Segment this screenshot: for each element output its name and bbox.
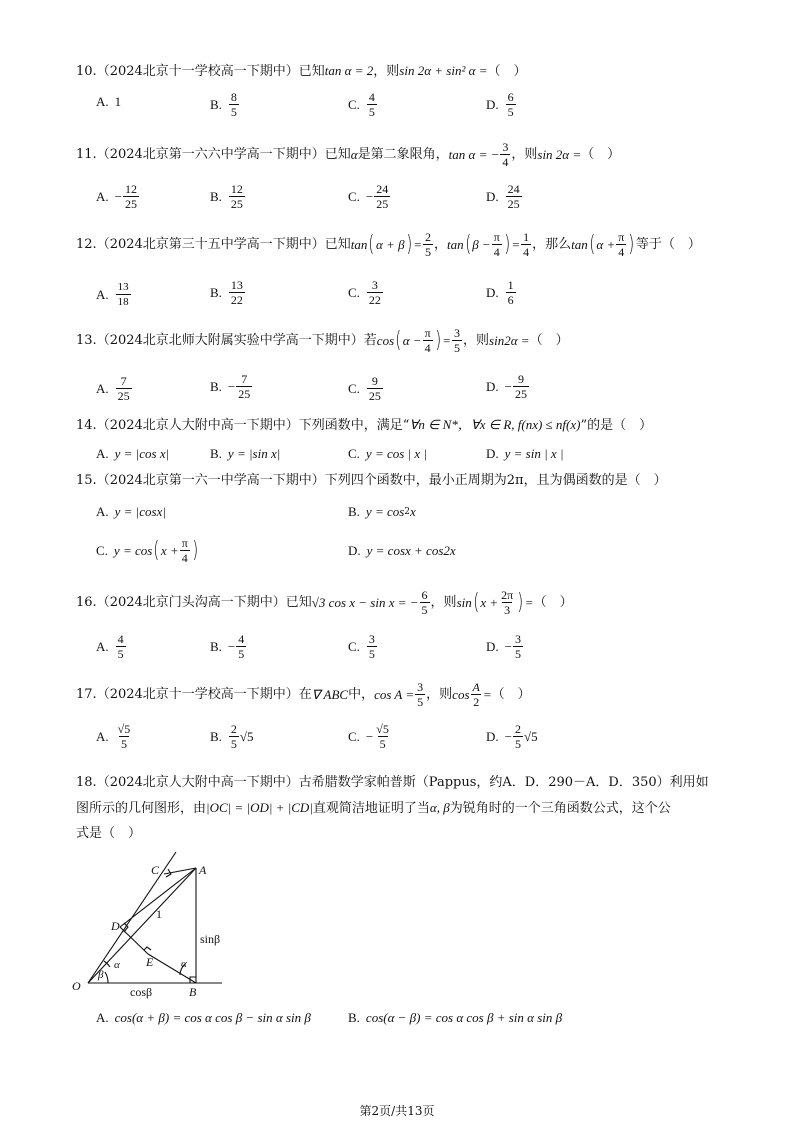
label-e: E	[146, 955, 154, 969]
q16-option-b: B. − $\frac{4}{5}$	[210, 632, 245, 661]
q14-option-b: B. y = |sin x|	[210, 446, 281, 461]
label-b: B	[189, 985, 197, 999]
q16-option-d: D. − $\frac{3}{5}$	[486, 632, 521, 661]
q14-option-d: D. y = sin | x |	[486, 446, 564, 461]
question-18-stem: 18.（2024北京人大附中高一下期中）古希腊数学家帕普斯（Pappus，约A．D．290－A．D．350）利用如 图所示的几何图形，由|OC| = |OD| + |CD|直观简洁地证明了当α, β为锐角时的一个三角函数公式，这个公 式是（ ）	[76, 775, 709, 841]
q11-option-b: B. $\frac{12}{25}$	[210, 182, 243, 211]
q12-option-b: B. $\frac{13}{22}$	[210, 278, 243, 307]
label-sinbeta: sinβ	[200, 932, 221, 946]
q14-option-c: C. y = cos | x |	[348, 446, 427, 461]
question-14-stem: 14.（2024北京人大附中高一下期中）下列函数中，满足“∀n ∈ N*，∀x ∈ R, f(nx) ≤ nf(x)”的是（ ）	[76, 417, 653, 433]
q13-option-b: B. − $\frac{7}{25}$	[210, 372, 251, 401]
q10-option-a: A. 1	[96, 94, 122, 109]
q17-option-b: B. $\frac{2}{5}$ √5	[210, 722, 254, 751]
label-a: A	[199, 863, 207, 877]
q17-option-a: A. $\frac{√5}{5}$	[96, 722, 131, 751]
q10-option-c: C. $\frac{4}{5}$	[348, 90, 375, 119]
segment-oa	[88, 868, 196, 983]
question-17-stem: 17. （2024北京十一学校高一下期中） 在 ∇ ABC 中， cos A = $\frac{3}{5}$ ，则 cos $\frac{A}{2}$ = （ ）	[76, 680, 531, 709]
question-15-stem: 15.（2024北京第一六一中学高一下期中）下列四个函数中，最小正周期为2π，且为偶函数的是（ ）	[76, 473, 667, 488]
question-12-stem: 12. （2024北京第三十五中学高一下期中） 已知 tan ( α + β ) = $\frac{2}{5}$ ， tan ( β − $\frac{\pi}{4}$ ) = $\frac{1}{4}$ ，那么 tan ( α + $\frac{\pi}{4}$ ) 等于 （ ）	[76, 230, 701, 259]
label-c: C	[151, 863, 160, 877]
q14-option-a: A. y = |cos x|	[96, 446, 170, 461]
q15-option-b: B. y = cos 2 x	[348, 504, 416, 519]
q13-option-c: C. $\frac{9}{25}$	[348, 374, 381, 403]
q18-option-b: B. cos(α − β) = cos α cos β + sin α sin β	[348, 1010, 563, 1025]
question-10-stem: 10.（2024北京十一学校高一下期中）已知tan α = 2，则sin 2α + sin² α =（ ）	[76, 63, 527, 79]
q17-option-c: C. − $\frac{√5}{5}$	[348, 722, 389, 751]
page-footer: 第2页/共13页	[359, 1104, 435, 1118]
q12-option-c: C. $\frac{3}{22}$	[348, 278, 381, 307]
angle-beta-arc	[105, 972, 108, 983]
q18-option-a: A. cos(α + β) = cos α cos β − sin α sin β	[96, 1010, 311, 1025]
question-16-stem: 16. （2024北京门头沟高一下期中） 已知 √3 cos x − sin x = − $\frac{6}{5}$ ，则 sin ( x + $\frac{2\pi}{3}$ ) = （ ）	[76, 588, 573, 617]
q16-option-a: A. $\frac{4}{5}$	[96, 632, 124, 661]
label-d: D	[111, 919, 120, 933]
label-o: O	[72, 979, 81, 993]
question-13-stem: 13. （2024北京北师大附属实验中学高一下期中） 若 cos ( α − $\frac{\pi}{4}$ ) = $\frac{3}{5}$ ，则 sin2α = （ ）	[76, 326, 569, 355]
label-one: 1	[156, 907, 162, 921]
q10-option-d: D. $\frac{6}{5}$	[486, 90, 514, 119]
pappus-figure	[66, 848, 236, 1000]
right-angle-e	[144, 947, 151, 950]
q17-option-d: D. − $\frac{2}{5}$ √5	[486, 722, 538, 751]
label-alpha-o: α	[114, 959, 120, 971]
q13-option-d: D. − $\frac{9}{25}$	[486, 372, 527, 401]
label-alpha-b: α	[181, 958, 187, 970]
q15-option-a: A. y = |cosx|	[96, 504, 166, 519]
q12-option-a: A. $\frac{13}{18}$	[96, 281, 129, 308]
question-11-stem: 11. （2024北京第一六六中学高一下期中） 已知 α 是第二象限角， tan α = − $\frac{3}{4}$ ，则 sin 2α = （ ）	[76, 140, 621, 169]
q11-option-c: C. − $\frac{24}{25}$	[348, 182, 389, 211]
q15-option-d: D. y = cosx + cos2x	[348, 543, 456, 558]
q11-option-a: A. − $\frac{12}{25}$	[96, 182, 137, 211]
angle-alpha-arc	[104, 961, 110, 967]
q16-option-c: C. $\frac{3}{5}$	[348, 632, 375, 661]
q15-option-c: C. y = cos ( x + $\frac{\pi}{4}$ )	[96, 536, 199, 565]
q11-option-d: D. $\frac{24}{25}$	[486, 182, 520, 211]
q12-option-d: D. $\frac{1}{6}$	[486, 278, 514, 307]
label-cosbeta: cosβ	[130, 985, 153, 999]
segment-eb	[148, 954, 196, 983]
q13-option-a: A. $\frac{7}{25}$	[96, 374, 130, 403]
q10-option-b: B. $\frac{8}{5}$	[210, 90, 237, 119]
label-beta: β	[98, 969, 104, 981]
